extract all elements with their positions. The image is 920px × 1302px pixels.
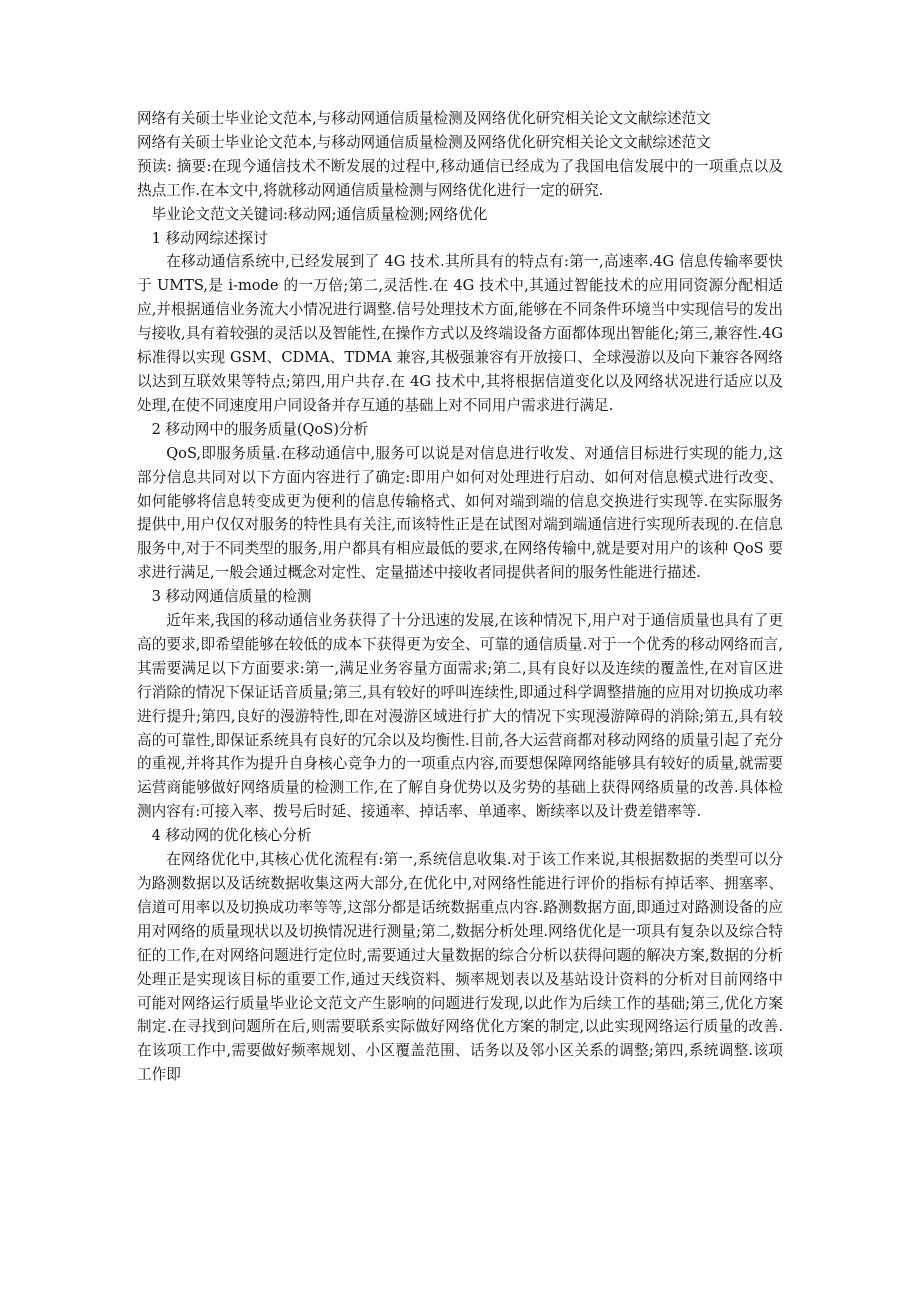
section-heading: 4 移动网的优化核心分析 [151, 827, 312, 845]
preview-abstract: 预读: 摘要:在现今通信技术不断发展的过程中,移动通信已经成为了我国电信发展中的一项重点以及热点工作.在本文中,将就移动网通信质量检测与网络优化进行一定的研究. [137, 157, 783, 199]
document-title: 网络有关硕士毕业论文范本,与移动网通信质量检测及网络优化研究相关论文文献综述范文 [137, 110, 711, 127]
section-paragraph: 近年来,我国的移动通信业务获得了十分迅速的发展,在该种情况下,用户对于通信质量也具有了更高的要求,即希望能够在较低的成本下获得更为安全、可靠的通信质量.对于一个优秀的移动网络而言,其需要满足以下方面要求:第一,满足业务容量方面需求;第二,具有良好以及连续的覆盖性,在对盲区进行消除的情况下保证话音质量;第三,具有较好的呼叫连续性,即通过科学调整措施的应用对切换成功率进行提升;第四,良好的漫游特性,即在对漫游区域进行扩大的情况下实现漫游障碍的消除;第五,具有较高的可靠性,即保证系统具有良好的冗余以及均衡性.目前,各大运营商都对移动网络的质量引起了充分的重视,并将其作为提升自身核心竞争力的一项重点内容,而要想保障网络能够具有较好的质量,就需要运营商能够做好网络质量的检测工作,在了解自身优势以及劣势的基础上获得网络质量的改善.具体检测内容有:可接入率、拨号后时延、接通率、掉话率、单通率、断续率以及计费差错率等. [137, 612, 783, 821]
keywords: 毕业论文范文关键词:移动网;通信质量检测;网络优化 [151, 205, 488, 223]
section-paragraph: 在移动通信系统中,已经发展到了 4G 技术.其所具有的特点有:第一,高速率.4G 信息传输率要快于 UMTS,是 i-mode 的一万倍;第二,灵活性.在 4G 技术中,其通过智能技术的应用同资源分配相适应,并根据通信业务流大小情况进行调整.信号处理技术方面,能够在不同条件环境当中实现信号的发出与接收,具有着较强的灵活以及智能性,在操作方式以及终端设备方面都体现出智能化;第三,兼容性.4G 标准得以实现 GSM、CDMA、TDMA 兼容,其极强兼容有开放接口、全球漫游以及向下兼容各网络以达到互联效果等特点;第四,用户共存.在 4G 技术中,其将根据信道变化以及网络状况进行适应以及处理,在使不同速度用户同设备并存互通的基础上对不同用户需求进行满足. [137, 253, 783, 414]
section-heading: 1 移动网综述探讨 [151, 229, 268, 247]
section-paragraph: 在网络优化中,其核心优化流程有:第一,系统信息收集.对于该工作来说,其根据数据的类型可以分为路测数据以及话统数据收集这两大部分,在优化中,对网络性能进行评价的指标有掉话率、拥塞率、信道可用率以及切换成功率等等,这部分都是话统数据重点内容.路测数据方面,即通过对路测设备的应用对网络的质量现状以及切换情况进行测量;第二,数据分析处理.网络优化是一项具有复杂以及综合特征的工作,在对网络问题进行定位时,需要通过大量数据的综合分析以获得问题的解决方案,数据的分析处理正是实现该目标的重要工作,通过天线资料、频率规划表以及基站设计资料的分析对目前网络中可能对网络运行质量毕业论文范文产生影响的问题进行发现,以此作为后续工作的基础;第三,优化方案制定.在寻找到问题所在后,则需要联系实际做好网络优化方案的制定,以此实现网络运行质量的改善.在该项工作中,需要做好频率规划、小区覆盖范围、话务以及邻小区关系的调整;第四,系统调整.该项工作即 [137, 851, 783, 1084]
document-body [137, 107, 783, 1087]
document-title-repeat: 网络有关硕士毕业论文范本,与移动网通信质量检测及网络优化研究相关论文文献综述范文 [137, 133, 711, 151]
section-heading: 2 移动网中的服务质量(QoS)分析 [151, 420, 369, 438]
section-paragraph: QoS,即服务质量.在移动通信中,服务可以说是对信息进行收发、对通信目标进行实现的能力,这部分信息共同对以下方面内容进行了确定:即用户如何对处理进行启动、如何对信息模式进行改变、如何能够将信息转变成更为便利的信息传输格式、如何对端到端的信息交换进行实现等.在实际服务提供中,用户仅仅对服务的特性具有关注,而该特性正是在试图对端到端通信进行实现所表现的.在信息服务中,对于不同类型的服务,用户都具有相应最低的要求,在网络传输中,就是要对用户的该种 QoS 要求进行满足,一般会通过概念对定性、定量描述中接收者同提供者间的服务性能进行描述. [137, 444, 783, 582]
section-heading: 3 移动网通信质量的检测 [151, 588, 312, 606]
